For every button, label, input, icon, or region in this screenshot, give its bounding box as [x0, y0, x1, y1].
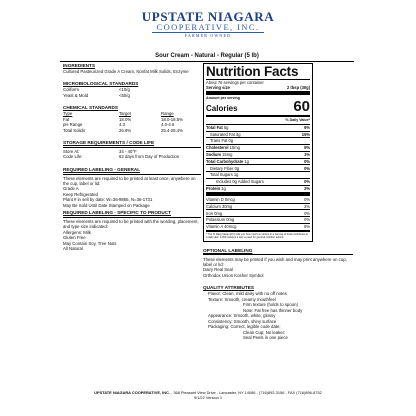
logo-tagline: FARMER OWNED	[184, 33, 232, 38]
nutrient-row	[206, 179, 310, 184]
vitamin-name	[206, 204, 232, 209]
nutrient-dv: 0%	[304, 179, 310, 185]
vitamin-label: Vitamin D	[206, 196, 224, 202]
vitamin-name	[206, 224, 236, 229]
nutrient-name	[206, 125, 228, 130]
calories-row	[206, 100, 310, 114]
storage-value: 34 - 40°F	[119, 148, 137, 154]
nutrient-dv: 5%	[304, 145, 310, 151]
nutrient-name	[206, 145, 240, 150]
daily-value-header: % Daily Value*	[285, 118, 310, 123]
vitamin-amount: 40mcg	[224, 224, 237, 230]
req-general-item: May Be Sold Until Date Stamped on Package	[63, 202, 150, 208]
quality-item: Firm texture (holds to spoon)	[243, 302, 298, 308]
vitamin-amount: 0mg	[214, 210, 223, 216]
req-specific-list	[63, 230, 201, 252]
nutrient-rows	[206, 124, 310, 191]
quality-item: Clean Cup; No leaker;	[243, 329, 286, 335]
footer-company: UPSTATE NIAGARA COOPERATIVE, INC.	[94, 390, 170, 395]
micro-label: Coliform	[63, 87, 79, 93]
req-specific-item: All Natural	[63, 246, 83, 252]
vitamin-label: Vitamin A	[206, 224, 223, 230]
req-specific-intro: These elements are required to be printed with the wording, placement, and type size indicated:	[63, 218, 199, 230]
footer-version: 9/1/22 Version 1	[193, 395, 223, 400]
vitamin-dv: 0%	[304, 217, 310, 223]
ingredients-text: Cultured Pasteurized Grade A Cream, Nonfat Milk Solids, Enzyme	[63, 69, 189, 74]
storage-row	[63, 154, 201, 160]
nutrition-facts-panel	[203, 63, 313, 242]
nutrient-label: Saturated Fat	[210, 131, 235, 137]
nutrient-label: Includes 0g Added Sugars	[216, 179, 264, 185]
chem-range: 25.4-28.4%	[161, 127, 183, 133]
vitamin-row	[206, 211, 310, 216]
nutrient-dv: 2%	[304, 185, 310, 191]
req-general-item: Grade A	[63, 186, 79, 192]
logo-name-mid: COOPERATIVE, INC.	[156, 22, 260, 32]
storage-heading: STORAGE REQUIREMENTS / CODE LIFE	[63, 140, 155, 146]
col-type: Type	[63, 111, 73, 117]
amount-per-serving: Amount per serving	[206, 95, 240, 100]
storage-table	[63, 149, 201, 160]
req-specific-item: May Contain Soy, Tree Nuts	[63, 240, 117, 246]
micro-value: <50/g	[119, 92, 130, 98]
nutrient-amount: 15mg	[222, 151, 233, 157]
nutrient-name	[206, 186, 226, 191]
ingredients-heading: INGREDIENTS	[63, 63, 96, 68]
nutrient-row	[206, 166, 310, 171]
serving-size-value: 2 tbsp (30g)	[287, 84, 310, 90]
quality-item: Texture: Smooth, creamy mouthfeel	[208, 296, 276, 302]
req-specific-item: Gluten Free	[63, 235, 86, 241]
nutrient-dv: 0%	[304, 165, 310, 171]
quality-item: Appearance: Smooth, white, glossy	[208, 313, 276, 319]
calories-value: 60	[293, 98, 310, 116]
calories-label: Calories	[206, 104, 238, 114]
micro-value: <10/g	[119, 87, 130, 93]
nutrient-dv: 6%	[304, 124, 310, 130]
vitamin-amount: 0mg	[226, 217, 235, 223]
req-general-heading: REQUIRED LABELING - GENERAL	[63, 166, 141, 172]
nutrient-label: Total Fat	[206, 124, 223, 130]
vitamin-dv: 2%	[304, 203, 310, 209]
nutrient-name	[206, 159, 249, 164]
col-range: Range	[161, 111, 174, 117]
nutrient-name	[210, 138, 233, 143]
quality-item: Seal Peels in one piece	[243, 335, 288, 341]
nutrient-dv: 0%	[304, 158, 310, 164]
nutrient-amount: 0g	[234, 165, 240, 171]
micro-row	[63, 93, 201, 99]
vitamin-amount: 30mg	[221, 203, 233, 209]
vitamin-name	[206, 197, 235, 202]
quality-item: Packaging: Correct, legible code date;	[208, 324, 281, 330]
storage-label: Code Life:	[63, 154, 83, 160]
nutrient-label: Protein	[206, 185, 221, 191]
chem-target: 18.0%	[119, 116, 132, 122]
daily-value-footnote: * The % Daily Value (DV) tells you how much a nutrient in a serving of food contributes to a daily diet. 2,000 calories a day is used for general nutrition advice.	[206, 233, 309, 240]
nutrient-row	[206, 186, 310, 191]
right-column	[203, 247, 353, 341]
vitamin-amount: 0mcg	[224, 196, 235, 202]
optional-intro: These elements may be printed if you wish and may print anywhere on cup, label or lid:	[203, 256, 347, 267]
optional-item: Dairy Real Seal	[203, 267, 233, 273]
micro-heading: MICROBIOLOGICAL STANDARDS	[63, 81, 139, 87]
vitamin-label: Iron	[206, 210, 214, 216]
nutrient-name	[216, 179, 264, 184]
col-target: Target	[119, 111, 131, 117]
chem-type: Fat	[63, 116, 70, 122]
req-specific-heading: REQUIRED LABELING - SPECIFIC TO PRODUCT	[63, 210, 171, 216]
nutrient-amount: 3g	[235, 131, 241, 137]
req-general-intro: These elements are required to be printed at least once, anywhere on the cup, label or lid:	[63, 175, 196, 186]
serving-size-row	[206, 85, 310, 90]
nutrient-label: Total Carbohydrate	[206, 158, 244, 164]
micro-table	[63, 87, 201, 98]
nutrient-label: Total Sugars	[210, 172, 233, 178]
optional-list	[203, 267, 353, 278]
left-column	[63, 62, 201, 252]
req-specific-item: Allergens: Milk	[63, 229, 91, 235]
nutrient-row	[206, 145, 310, 150]
vitamin-row	[206, 224, 310, 229]
nutrient-name	[210, 132, 241, 137]
vitamin-dv: 0%	[304, 196, 310, 202]
nutrient-name	[206, 152, 232, 157]
nutrient-amount: 5g	[223, 124, 229, 130]
optional-item: Orthodox Union Kosher Symbol	[203, 272, 264, 278]
chem-type: pH Range	[63, 122, 83, 128]
vitamin-label: Calcium	[206, 203, 221, 209]
serving-size-label: Serving size	[206, 84, 230, 90]
logo-name-top: UPSTATE NIAGARA	[141, 9, 275, 24]
nutrient-dv: 1%	[304, 151, 310, 157]
nutrition-title: Nutrition Facts	[206, 64, 299, 79]
quality-heading: QUALITY ATTRIBUTES	[203, 285, 254, 291]
chemical-heading: CHEMICAL STANDARDS	[63, 105, 119, 111]
nutrient-name	[210, 166, 239, 171]
req-general-list	[63, 186, 201, 208]
nutrient-amount: 15mg	[229, 145, 240, 151]
nutrient-amount: 1g	[244, 158, 249, 164]
vitamin-row	[206, 204, 310, 209]
storage-value: 62 days from Day of Production	[119, 154, 180, 160]
chem-type: Total Solids	[63, 127, 85, 133]
chem-range: 4.0-4.6	[161, 122, 175, 128]
nutrient-label: Dietary Fiber	[210, 165, 234, 171]
vitamin-rows	[206, 197, 310, 229]
storage-label: Store At:	[63, 148, 80, 154]
vitamin-row	[206, 197, 310, 202]
quality-item: Consistency: Smooth, shiny surface	[208, 318, 277, 324]
vitamin-dv: 0%	[304, 210, 310, 216]
vitamin-name	[206, 211, 222, 216]
nutrient-row	[206, 159, 310, 164]
page-footer	[40, 390, 376, 400]
product-title: Sour Cream - Natural - Regular (5 lb)	[60, 52, 354, 62]
footer-contact: - 368 Pleasant View Drive - Lancaster, NY 14086 - (716)892-3156 - FAX (716)896-8752	[169, 390, 322, 395]
company-logo	[0, 10, 416, 39]
req-general-item: Plant # in sell by date: W=36-9865, N=36-1731	[63, 197, 153, 203]
nutrient-amount: 1g	[233, 172, 239, 178]
nutrient-label: Trans Fat	[210, 138, 228, 144]
nutrient-amount: 1g	[221, 185, 226, 191]
nutrient-label: Sodium	[206, 151, 222, 157]
micro-label: Yeast & Mold	[63, 92, 89, 98]
nutrient-amount: 0g	[228, 138, 234, 144]
quality-item: Flavor: Clean, mild dairy with no off notes	[208, 291, 287, 297]
chem-range: 18.0-18.5%	[161, 116, 183, 122]
chemical-row	[63, 128, 201, 134]
vitamin-name	[206, 217, 234, 222]
req-general-item: Keep Refrigerated	[63, 191, 98, 197]
chem-target: 26.9%	[119, 127, 132, 133]
quality-item: Note: Fat free has thinner body	[243, 307, 303, 313]
nutrient-dv: 15%	[301, 131, 310, 137]
nutrient-label: Cholesterol	[206, 145, 229, 151]
nutrient-row	[206, 152, 310, 157]
quality-list	[203, 291, 353, 341]
nutrient-name	[210, 172, 238, 177]
optional-heading: OPTIONAL LABELING	[203, 248, 253, 253]
nutrient-row	[206, 172, 310, 177]
nutrient-row	[206, 132, 310, 137]
vitamin-row	[206, 217, 310, 222]
servings-per-container: About 76 servings per container	[206, 79, 264, 85]
vitamin-dv: 6%	[304, 224, 310, 230]
chemical-table	[63, 117, 201, 134]
vitamin-label: Potassium	[206, 217, 226, 223]
nutrient-row	[206, 138, 310, 143]
nutrient-row	[206, 125, 310, 130]
chem-target: 4.3	[119, 122, 125, 128]
